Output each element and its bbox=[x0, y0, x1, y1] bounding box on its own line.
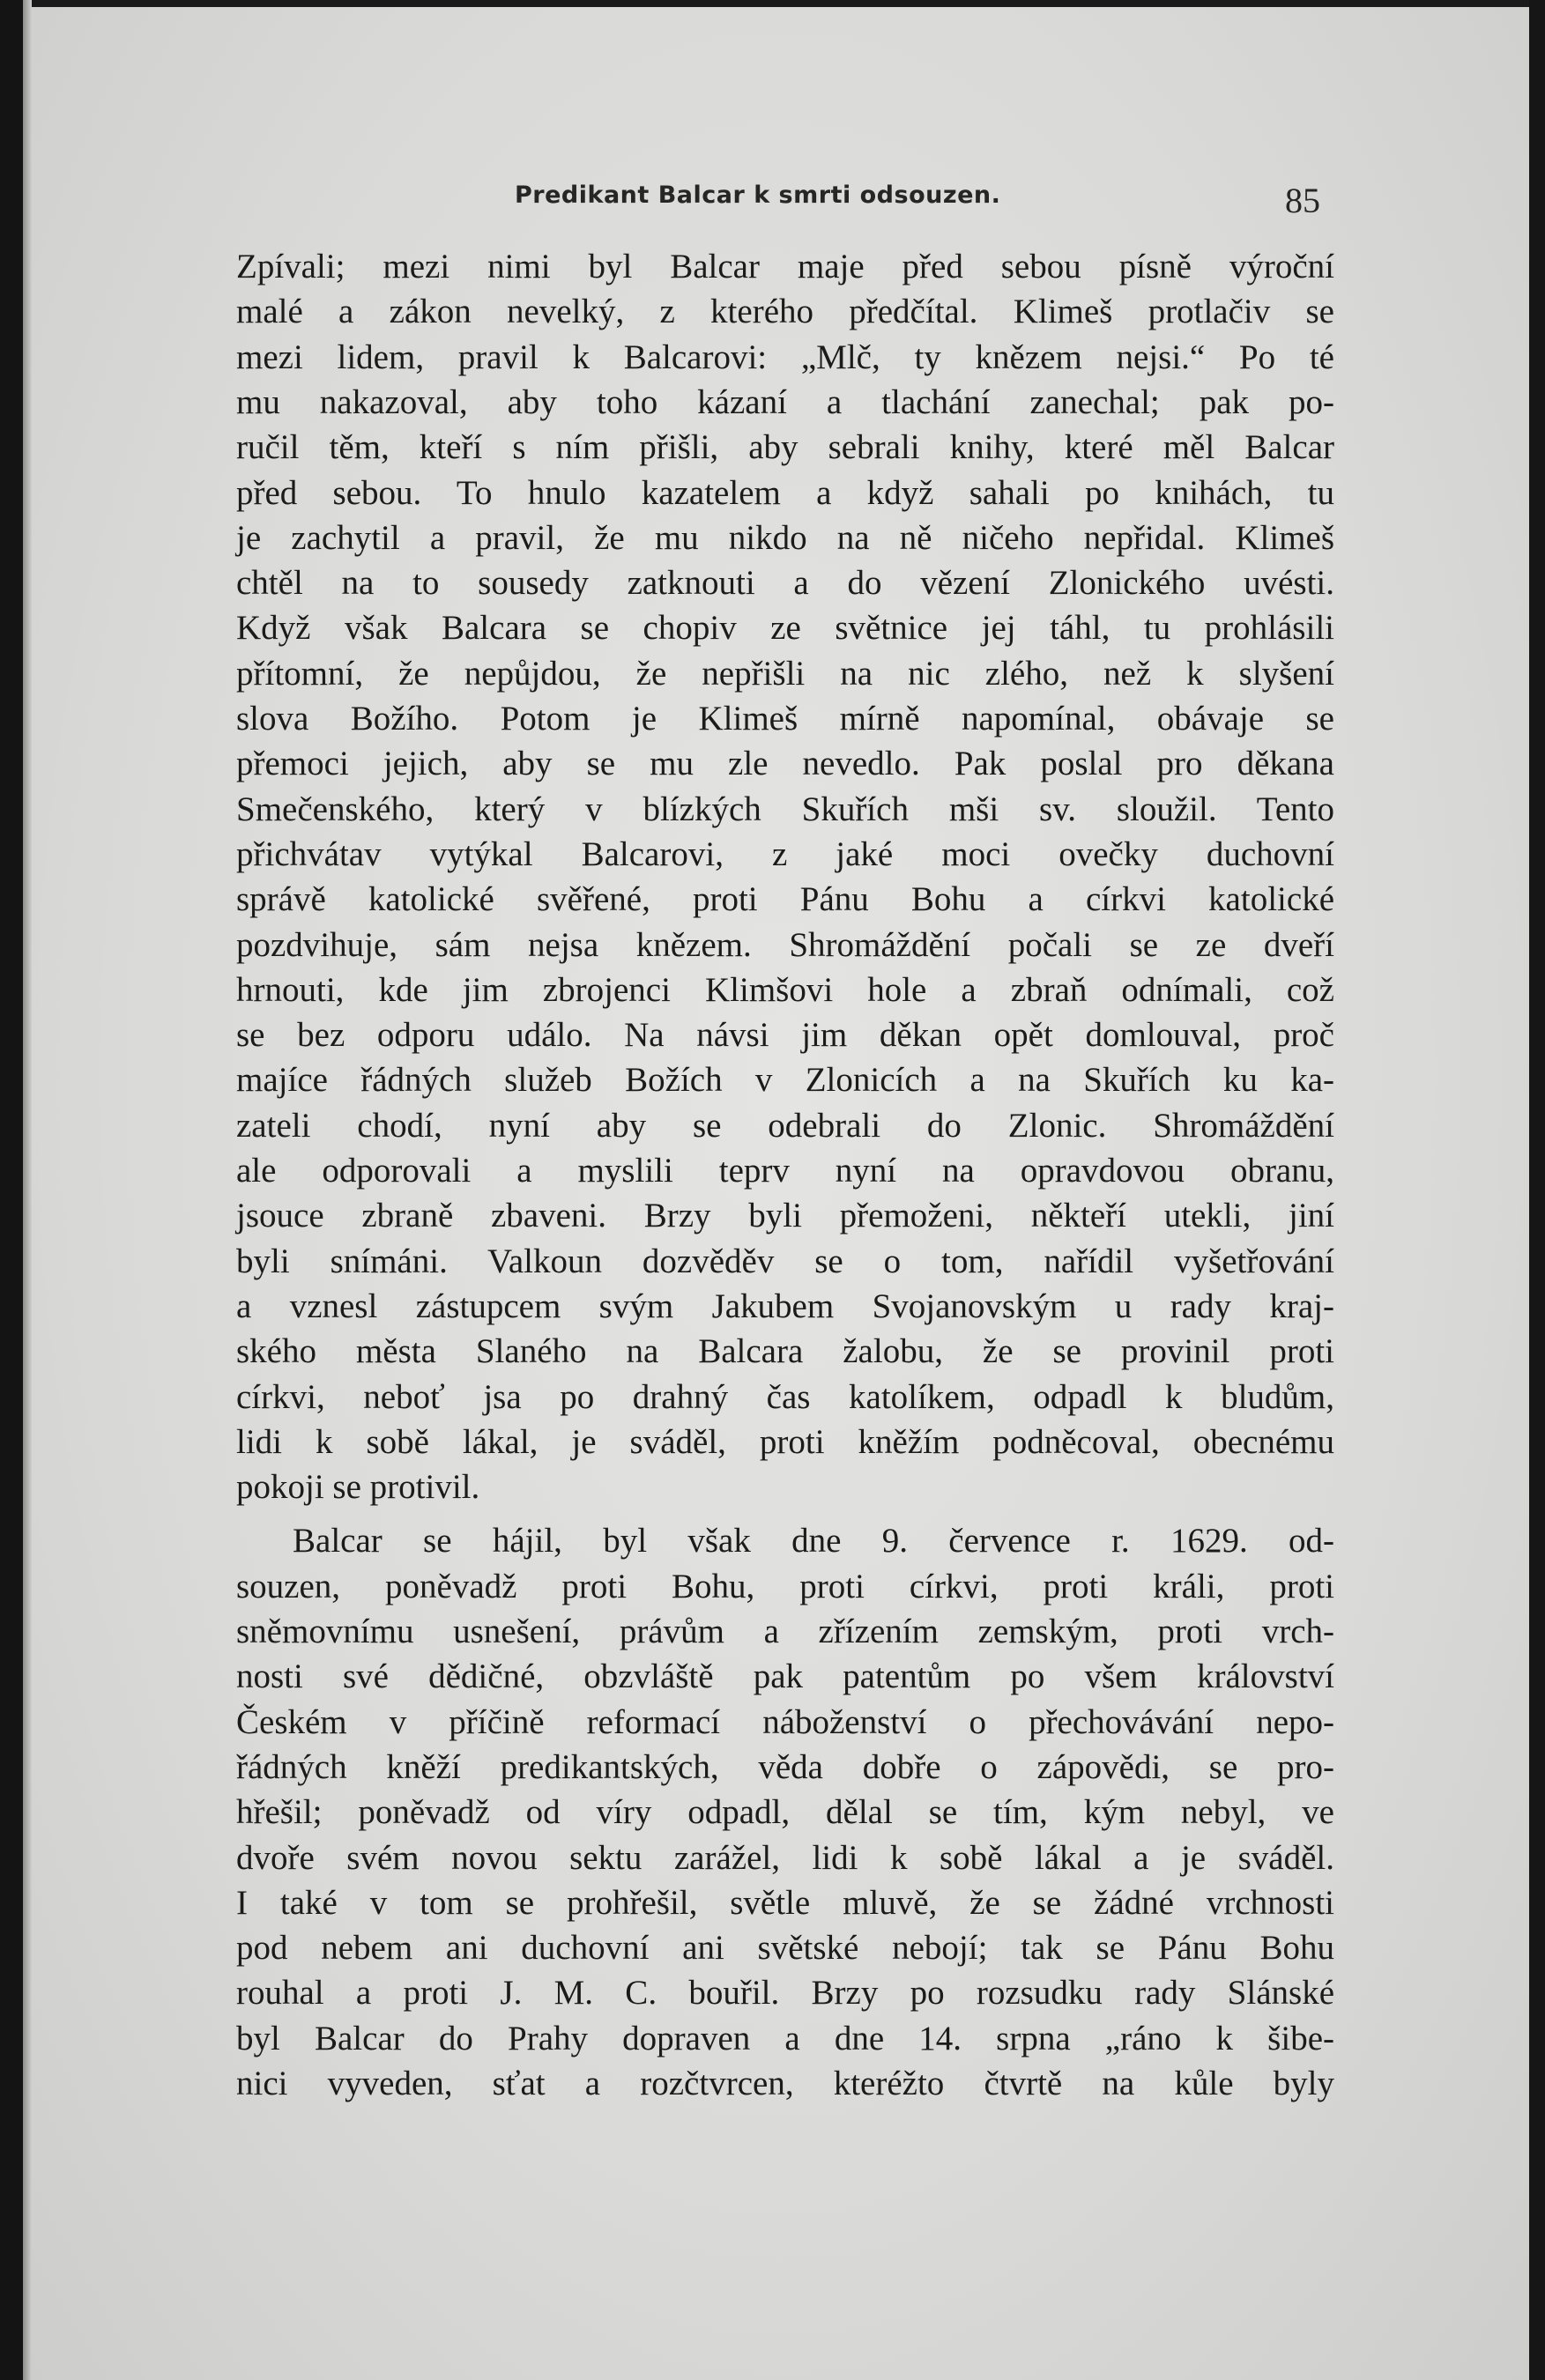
text-line: mu nakazoval, aby toho kázaní a tlachání zanechal; pak po- bbox=[236, 382, 1334, 421]
text-line: mezi lidem, pravil k Balcarovi: „Mlč, ty knězem nejsi.“ Po té bbox=[236, 337, 1334, 376]
text-line: nici vyveden, sťat a rozčtvrcen, kteréžto čtvrtě na kůle byly bbox=[236, 2065, 1334, 2102]
text-line: slova Božího. Potom je Klimeš mírně napomínal, obávaje se bbox=[236, 700, 1334, 738]
text-line: Balcar se hájil, byl však dne 9. července r. 1629. od- bbox=[293, 1522, 1334, 1561]
text-line: před sebou. To hnulo kazatelem a když sahali po knihách, tu bbox=[236, 473, 1334, 512]
text-line: malé a zákon nevelký, z kterého předčítal. Klimeš protlačiv se bbox=[236, 293, 1334, 331]
text-line: a vznesl zástupcem svým Jakubem Svojanovským u rady kraj- bbox=[236, 1286, 1334, 1325]
text-line: zateli chodí, nyní aby se odebrali do Zlonic. Shromáždění bbox=[236, 1106, 1334, 1145]
text-line: Českém v příčině reformací náboženství o přechovávání nepo- bbox=[236, 1702, 1334, 1741]
text-line: pozdvihuje, sám nejsa knězem. Shromáždění počali se ze dveří bbox=[236, 925, 1334, 964]
text-line: majíce řádných služeb Božích v Zlonicích a na Skuřích ku ka- bbox=[236, 1061, 1334, 1100]
running-header: Predikant Balcar k smrti odsouzen. bbox=[515, 182, 1001, 209]
text-line: ručil těm, kteří s ním přišli, aby sebrali knihy, které měl Balcar bbox=[236, 428, 1334, 467]
text-line: přichvátav vytýkal Balcarovi, z jaké moci ovečky duchovní bbox=[236, 834, 1334, 873]
text-line: pokoji se protivil. bbox=[236, 1468, 480, 1507]
text-line: byl Balcar do Prahy dopraven a dne 14. srpna „ráno k šibe- bbox=[236, 2019, 1334, 2057]
text-line: chtěl na to sousedy zatknouti a do vězení Zlonického uvésti. bbox=[236, 564, 1334, 603]
text-line: Když však Balcara se chopiv ze světnice jej táhl, tu prohlásili bbox=[236, 609, 1334, 648]
text-line: I také v tom se prohřešil, světle mluvě, že se žádné vrchnosti bbox=[236, 1883, 1334, 1922]
scan-border-right bbox=[1529, 0, 1545, 2380]
text-line: nosti své dědičné, obzvláště pak patentům po všem království bbox=[236, 1657, 1334, 1696]
text-line: hřešil; poněvadž od víry odpadl, dělal se tím, kým nebyl, ve bbox=[236, 1793, 1334, 1832]
text-line: jsouce zbraně zbaveni. Brzy byli přemoženi, někteří utekli, jiní bbox=[236, 1197, 1334, 1235]
text-line: přemoci jejich, aby se mu zle nevedlo. Pak poslal pro děkana bbox=[236, 745, 1334, 783]
text-line: řádných kněží predikantských, věda dobře o zápovědi, se pro- bbox=[236, 1747, 1334, 1786]
text-line: Zpívali; mezi nimi byl Balcar maje před sebou písně výroční bbox=[236, 248, 1334, 285]
text-line: lidi k sobě lákal, je sváděl, proti kněžím podněcoval, obecnému bbox=[236, 1422, 1334, 1461]
page-gutter-shadow bbox=[23, 0, 32, 2380]
text-line: se bez odporu událo. Na návsi jim děkan opět domlouval, proč bbox=[236, 1016, 1334, 1055]
text-line: sněmovnímu usnešení, právům a zřízením zemským, proti vrch- bbox=[236, 1613, 1334, 1650]
text-line: byli snímáni. Valkoun dozvěděv se o tom, nařídil vyšetřování bbox=[236, 1242, 1334, 1280]
text-line: správě katolické svěřené, proti Pánu Bohu a církvi katolické bbox=[236, 880, 1334, 919]
text-line: souzen, poněvadž proti Bohu, proti církvi, proti králi, proti bbox=[236, 1567, 1334, 1605]
scan-border-top bbox=[0, 0, 1545, 7]
text-line: je zachytil a pravil, že mu nikdo na ně ničeho nepřidal. Klimeš bbox=[236, 518, 1334, 557]
text-line: přítomní, že nepůjdou, že nepřišli na nic zlého, než k slyšení bbox=[236, 654, 1334, 693]
text-line: pod nebem ani duchovní ani světské nebojí; tak se Pánu Bohu bbox=[236, 1929, 1334, 1968]
book-page bbox=[32, 7, 1529, 2380]
text-line: ale odporovali a myslili teprv nyní na opravdovou obranu, bbox=[236, 1152, 1334, 1190]
text-line: rouhal a proti J. M. C. bouřil. Brzy po rozsudku rady Slánské bbox=[236, 1974, 1334, 2013]
text-line: ského města Slaného na Balcara žalobu, že se provinil proti bbox=[236, 1332, 1334, 1371]
text-line: hrnouti, kde jim zbrojenci Klimšovi hole a zbraň odnímali, což bbox=[236, 970, 1334, 1009]
scan-border-left bbox=[0, 0, 23, 2380]
page-number: 85 bbox=[1285, 181, 1320, 220]
text-line: dvoře svém novou sektu zarážel, lidi k sobě lákal a je sváděl. bbox=[236, 1838, 1334, 1877]
text-line: církvi, neboť jsa po drahný čas katolíkem, odpadl k bludům, bbox=[236, 1377, 1334, 1416]
text-line: Smečenského, který v blízkých Skuřích mši sv. sloužil. Tento bbox=[236, 790, 1334, 828]
